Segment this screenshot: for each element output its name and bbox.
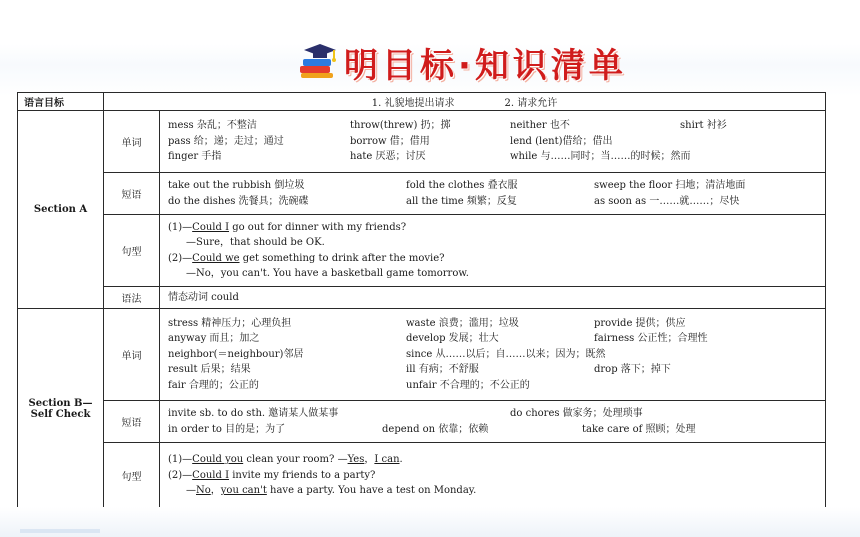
word-row: stress 精神压力；心理负担 waste 浪费；滥用；垃圾 provide 提供；供应 [168,317,686,329]
word-row: mess 杂乱；不整洁 throw(threw) 扔；掷 neither 也不 shirt 衬衫 [168,120,727,132]
word-row: finger 手指 hate 厌恶；讨厌 while 与……同时；当……的时候；然而 [168,151,691,163]
sentence-line: (1)—Could I go out for dinner with my friends? [168,221,407,233]
section-b-words-label: 单词 [104,309,160,401]
phrase-row: invite sb. to do sth. 邀请某人做某事 do chores 做家务；处理琐事 [168,408,643,419]
section-a-sentences [160,215,826,287]
section-a-grammar-label: 语法 [104,287,160,309]
section-b-sentences [160,443,826,509]
goal-list: 1. 礼貌地提出请求 2. 请求允许 [104,93,826,111]
section-a-label: Section A [18,111,104,309]
section-b-words [160,309,826,401]
books-graduation-cap-icon [296,38,340,82]
goal-label: 语言目标 [18,93,104,111]
word-row: neighbor(＝neighbour)邻居 since 从……以后；自……以来；因为；既然 [168,348,606,360]
word-row: result 后果；结果 ill 有病；不舒服 drop 落下；掉下 [168,364,671,376]
footer-decoration [0,507,860,537]
section-b-phrases [160,401,826,443]
section-a-phrases [160,173,826,215]
section-a-words-label: 单词 [104,111,160,173]
page-title: 明目标·知识清单 [344,46,627,86]
word-row: fair 合理的；公正的 unfair 不合理的；不公正的 [168,379,530,391]
word-row: pass 给；递；走过；通过 borrow 借；借用 lend (lent)借给；借出 [168,135,613,147]
section-a-phrases-label: 短语 [104,173,160,215]
section-a-grammar: 情态动词 could [160,287,826,309]
sentence-line: (2)—Could I invite my friends to a party? [168,469,376,481]
phrase-row: take out the rubbish 倒垃圾 fold the clothes 叠衣服 sweep the floor 扫地；清洁地面 [168,180,746,191]
knowledge-table [17,92,826,509]
sentence-line: (1)—Could you clean your room? —Yes，I can. [168,454,403,466]
phrase-row: in order to 目的是；为了 depend on 依靠；依赖 take care of 照顾；处理 [168,423,696,435]
section-b-label: Section B— Self Check [18,309,104,509]
section-b-sentences-label: 句型 [104,443,160,509]
sentence-line: —Sure，that should be OK. [186,237,325,248]
phrase-row: do the dishes 洗餐具；洗碗碟 all the time 频繁；反复 as soon as 一……就……；尽快 [168,195,740,207]
title-banner [296,36,696,88]
sentence-line: —No，you can't. You have a basketball game tomorrow. [186,268,469,279]
section-b-phrases-label: 短语 [104,401,160,443]
footer-bar [20,529,100,533]
word-row: anyway 而且；加之 develop 发展；壮大 fairness 公正性；合理性 [168,333,708,345]
section-a-sentences-label: 句型 [104,215,160,287]
sentence-line: (2)—Could we get something to drink after the movie? [168,252,445,264]
section-a-words [160,111,826,173]
sentence-line: —No，you can't have a party. You have a test on Monday. [186,485,477,497]
